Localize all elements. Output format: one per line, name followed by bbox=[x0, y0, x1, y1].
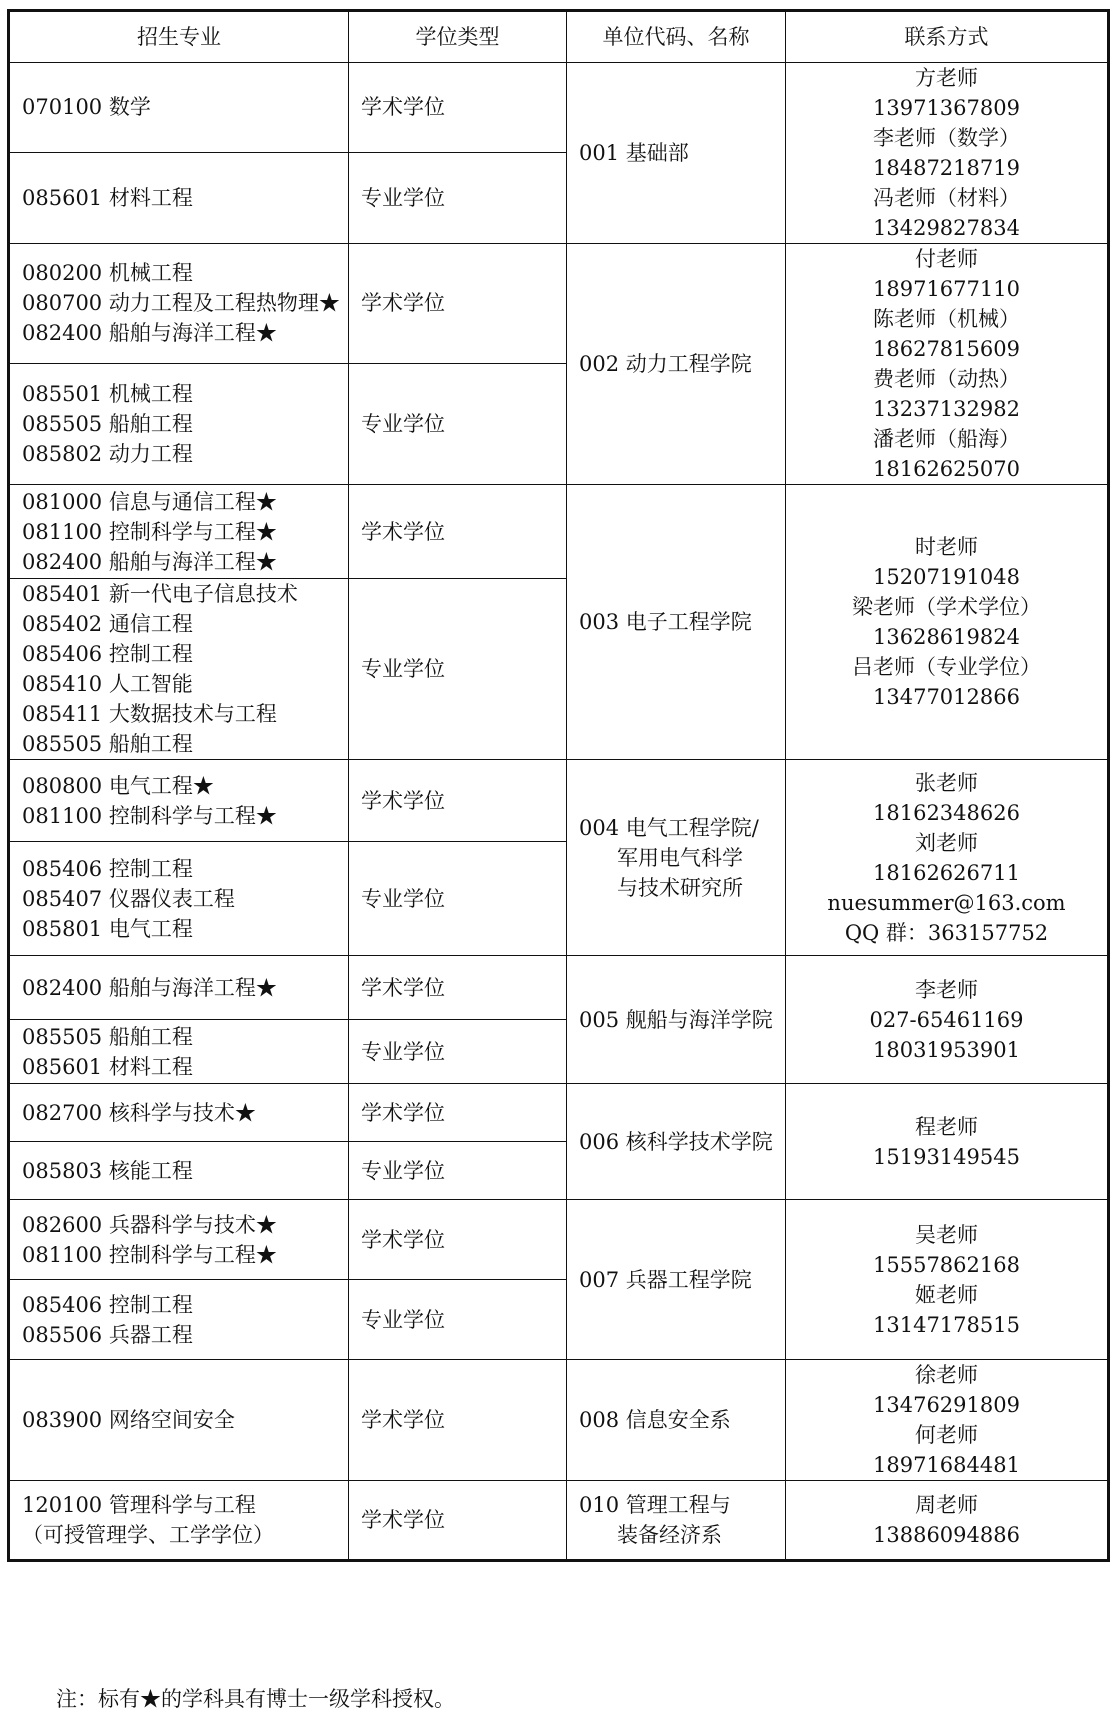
contact-line: 吴老师 bbox=[915, 1222, 978, 1247]
contact-line: 13971367809 bbox=[873, 96, 1020, 120]
contact-line: 梁老师（学术学位） bbox=[852, 595, 1041, 619]
contact-cell bbox=[786, 956, 1109, 1084]
major-item: 085601 材料工程 bbox=[22, 1054, 193, 1079]
unit-name-line: 006 核科学技术学院 bbox=[579, 1129, 773, 1154]
contact-line: 027-65461169 bbox=[869, 1007, 1024, 1032]
table-row bbox=[9, 956, 1109, 1020]
contact-line: 18971677110 bbox=[873, 277, 1020, 301]
major-cell bbox=[9, 363, 349, 484]
contact-line: 18627815609 bbox=[873, 337, 1020, 361]
unit-name-line: 002 动力工程学院 bbox=[579, 352, 752, 376]
major-item: 085802 动力工程 bbox=[22, 441, 193, 466]
table-row bbox=[9, 1481, 1109, 1561]
unit-cell bbox=[567, 760, 786, 956]
major-item: 082400 船舶与海洋工程★ bbox=[22, 321, 277, 346]
major-cell bbox=[9, 760, 349, 842]
major-item: 083900 网络空间安全 bbox=[22, 1408, 235, 1432]
contact-line: 姬老师 bbox=[915, 1282, 978, 1307]
contact-line: 张老师 bbox=[915, 770, 978, 795]
unit-cell bbox=[567, 1481, 786, 1561]
major-cell bbox=[9, 1142, 349, 1200]
contact-line: 18971684481 bbox=[873, 1453, 1020, 1477]
degree-type-cell: 学术学位 bbox=[349, 485, 567, 579]
contact-line: 13476291809 bbox=[873, 1393, 1020, 1417]
contact-line: 时老师 bbox=[915, 535, 978, 559]
contact-line: 徐老师 bbox=[915, 1363, 978, 1387]
contact-line: 李老师（数学） bbox=[873, 126, 1020, 150]
major-item: 120100 管理科学与工程 bbox=[22, 1493, 256, 1517]
major-item: 082600 兵器科学与技术★ bbox=[22, 1212, 277, 1237]
header-unit: 单位代码、名称 bbox=[567, 11, 786, 63]
unit-cell bbox=[567, 1200, 786, 1360]
major-item: 085801 电气工程 bbox=[22, 916, 193, 941]
contact-line: QQ 群：363157752 bbox=[844, 920, 1049, 945]
major-cell bbox=[9, 1020, 349, 1084]
degree-type-cell: 专业学位 bbox=[349, 579, 567, 760]
degree-type-cell: 专业学位 bbox=[349, 842, 567, 956]
contact-line: 潘老师（船海） bbox=[873, 427, 1020, 451]
header-contact: 联系方式 bbox=[786, 11, 1109, 63]
contact-line: 程老师 bbox=[915, 1114, 978, 1139]
degree-type-cell: 专业学位 bbox=[349, 1020, 567, 1084]
unit-name-line: 装备经济系 bbox=[617, 1523, 722, 1547]
major-item: 081100 控制科学与工程★ bbox=[22, 803, 277, 828]
contact-cell bbox=[786, 760, 1109, 956]
degree-type-cell: 学术学位 bbox=[349, 956, 567, 1020]
contact-line: 冯老师（材料） bbox=[873, 186, 1020, 210]
degree-type-cell: 专业学位 bbox=[349, 1280, 567, 1360]
major-item: 080800 电气工程★ bbox=[22, 773, 214, 798]
major-cell bbox=[9, 1481, 349, 1561]
major-item: 085401 新一代电子信息技术 bbox=[22, 582, 298, 606]
table-row bbox=[9, 1084, 1109, 1142]
degree-type-cell: 专业学位 bbox=[349, 152, 567, 243]
table-row bbox=[9, 1200, 1109, 1280]
unit-name-line: 001 基础部 bbox=[579, 141, 689, 165]
degree-type-cell: 学术学位 bbox=[349, 63, 567, 153]
major-item: 085501 机械工程 bbox=[22, 381, 193, 406]
major-cell bbox=[9, 842, 349, 956]
table-row bbox=[9, 485, 1109, 579]
major-item: （可授管理学、工学学位） bbox=[22, 1523, 274, 1547]
contact-line: 付老师 bbox=[915, 247, 978, 271]
major-cell bbox=[9, 579, 349, 760]
table-row bbox=[9, 244, 1109, 364]
major-cell bbox=[9, 1280, 349, 1360]
table-row bbox=[9, 760, 1109, 842]
major-item: 080700 动力工程及工程热物理★ bbox=[22, 291, 340, 316]
major-cell bbox=[9, 485, 349, 579]
table-row bbox=[9, 63, 1109, 153]
major-item: 082400 船舶与海洋工程★ bbox=[22, 549, 277, 574]
degree-type-cell: 学术学位 bbox=[349, 1360, 567, 1481]
unit-cell bbox=[567, 244, 786, 485]
contact-cell bbox=[786, 244, 1109, 485]
major-cell bbox=[9, 956, 349, 1020]
contact-cell bbox=[786, 1481, 1109, 1561]
contact-line: 18487218719 bbox=[873, 156, 1020, 180]
contact-line: 刘老师 bbox=[915, 830, 978, 855]
degree-type-cell: 学术学位 bbox=[349, 760, 567, 842]
contact-cell bbox=[786, 1084, 1109, 1200]
major-item: 085601 材料工程 bbox=[22, 185, 193, 210]
unit-name-line: 与技术研究所 bbox=[617, 875, 743, 900]
header-major: 招生专业 bbox=[9, 11, 349, 63]
unit-cell bbox=[567, 1084, 786, 1200]
contact-line: 18162625070 bbox=[873, 457, 1020, 481]
degree-type-cell: 学术学位 bbox=[349, 1200, 567, 1280]
major-item: 085406 控制工程 bbox=[22, 642, 193, 666]
major-item: 085505 船舶工程 bbox=[22, 732, 193, 756]
major-item: 085406 控制工程 bbox=[22, 856, 193, 881]
contact-line: 陈老师（机械） bbox=[873, 307, 1020, 331]
major-item: 080200 机械工程 bbox=[22, 261, 193, 286]
contact-cell bbox=[786, 1200, 1109, 1360]
major-cell bbox=[9, 1084, 349, 1142]
contact-line: 13147178515 bbox=[873, 1312, 1020, 1337]
contact-line: 18162626711 bbox=[873, 860, 1020, 885]
contact-line: 13237132982 bbox=[873, 397, 1020, 421]
admissions-table bbox=[7, 9, 1110, 1562]
unit-name-line: 010 管理工程与 bbox=[579, 1493, 731, 1517]
header-degree-type: 学位类型 bbox=[349, 11, 567, 63]
major-item: 085407 仪器仪表工程 bbox=[22, 886, 235, 911]
unit-cell bbox=[567, 956, 786, 1084]
major-cell bbox=[9, 1360, 349, 1481]
unit-name-line: 军用电气科学 bbox=[617, 845, 743, 870]
major-cell bbox=[9, 63, 349, 153]
contact-line: 李老师 bbox=[915, 977, 978, 1002]
major-item: 085402 通信工程 bbox=[22, 612, 193, 636]
unit-name-line: 005 舰船与海洋学院 bbox=[579, 1007, 773, 1032]
major-item: 081000 信息与通信工程★ bbox=[22, 489, 277, 514]
major-item: 085411 大数据技术与工程 bbox=[22, 702, 277, 726]
contact-line: 15193149545 bbox=[873, 1144, 1020, 1169]
major-item: 085406 控制工程 bbox=[22, 1292, 193, 1317]
contact-line: 13628619824 bbox=[873, 625, 1020, 649]
contact-line: 18162348626 bbox=[873, 800, 1020, 825]
major-item: 085506 兵器工程 bbox=[22, 1322, 193, 1347]
contact-cell bbox=[786, 485, 1109, 760]
contact-line: 15557862168 bbox=[873, 1252, 1020, 1277]
footnote: 注：标有★的学科具有博士一级学科授权。 bbox=[56, 1687, 455, 1711]
major-item: 085410 人工智能 bbox=[22, 672, 193, 696]
unit-name-line: 007 兵器工程学院 bbox=[579, 1267, 752, 1292]
contact-line: 13477012866 bbox=[873, 685, 1020, 709]
contact-line: 吕老师（专业学位） bbox=[852, 655, 1041, 679]
contact-cell bbox=[786, 1360, 1109, 1481]
degree-type-cell: 专业学位 bbox=[349, 363, 567, 484]
major-item: 082400 船舶与海洋工程★ bbox=[22, 975, 277, 1000]
contact-line: 周老师 bbox=[915, 1493, 978, 1517]
contact-line: 18031953901 bbox=[873, 1037, 1020, 1062]
major-item: 085505 船舶工程 bbox=[22, 1024, 193, 1049]
major-item: 085803 核能工程 bbox=[22, 1158, 193, 1183]
unit-cell bbox=[567, 1360, 786, 1481]
contact-line: 13429827834 bbox=[873, 216, 1020, 240]
contact-line: 13886094886 bbox=[873, 1523, 1020, 1547]
degree-type-cell: 学术学位 bbox=[349, 244, 567, 364]
contact-line: 15207191048 bbox=[873, 565, 1020, 589]
table-body bbox=[9, 63, 1109, 1561]
unit-name-line: 008 信息安全系 bbox=[579, 1408, 731, 1432]
header-row bbox=[9, 11, 1109, 63]
contact-line: 方老师 bbox=[915, 66, 978, 90]
degree-type-cell: 学术学位 bbox=[349, 1481, 567, 1561]
major-cell bbox=[9, 152, 349, 243]
table-row bbox=[9, 1360, 1109, 1481]
contact-line: 费老师（动热） bbox=[873, 367, 1020, 391]
major-cell bbox=[9, 244, 349, 364]
major-item: 081100 控制科学与工程★ bbox=[22, 1242, 277, 1267]
major-item: 085505 船舶工程 bbox=[22, 411, 193, 436]
major-item: 082700 核科学与技术★ bbox=[22, 1100, 256, 1125]
unit-cell bbox=[567, 485, 786, 760]
degree-type-cell: 专业学位 bbox=[349, 1142, 567, 1200]
unit-name-line: 004 电气工程学院/ bbox=[579, 815, 759, 840]
contact-line: 何老师 bbox=[915, 1423, 978, 1447]
contact-cell bbox=[786, 63, 1109, 244]
major-cell bbox=[9, 1200, 349, 1280]
degree-type-cell: 学术学位 bbox=[349, 1084, 567, 1142]
unit-name-line: 003 电子工程学院 bbox=[579, 610, 752, 634]
contact-line: nuesummer@163.com bbox=[827, 890, 1066, 915]
major-item: 070100 数学 bbox=[22, 95, 151, 120]
unit-cell bbox=[567, 63, 786, 244]
major-item: 081100 控制科学与工程★ bbox=[22, 519, 277, 544]
